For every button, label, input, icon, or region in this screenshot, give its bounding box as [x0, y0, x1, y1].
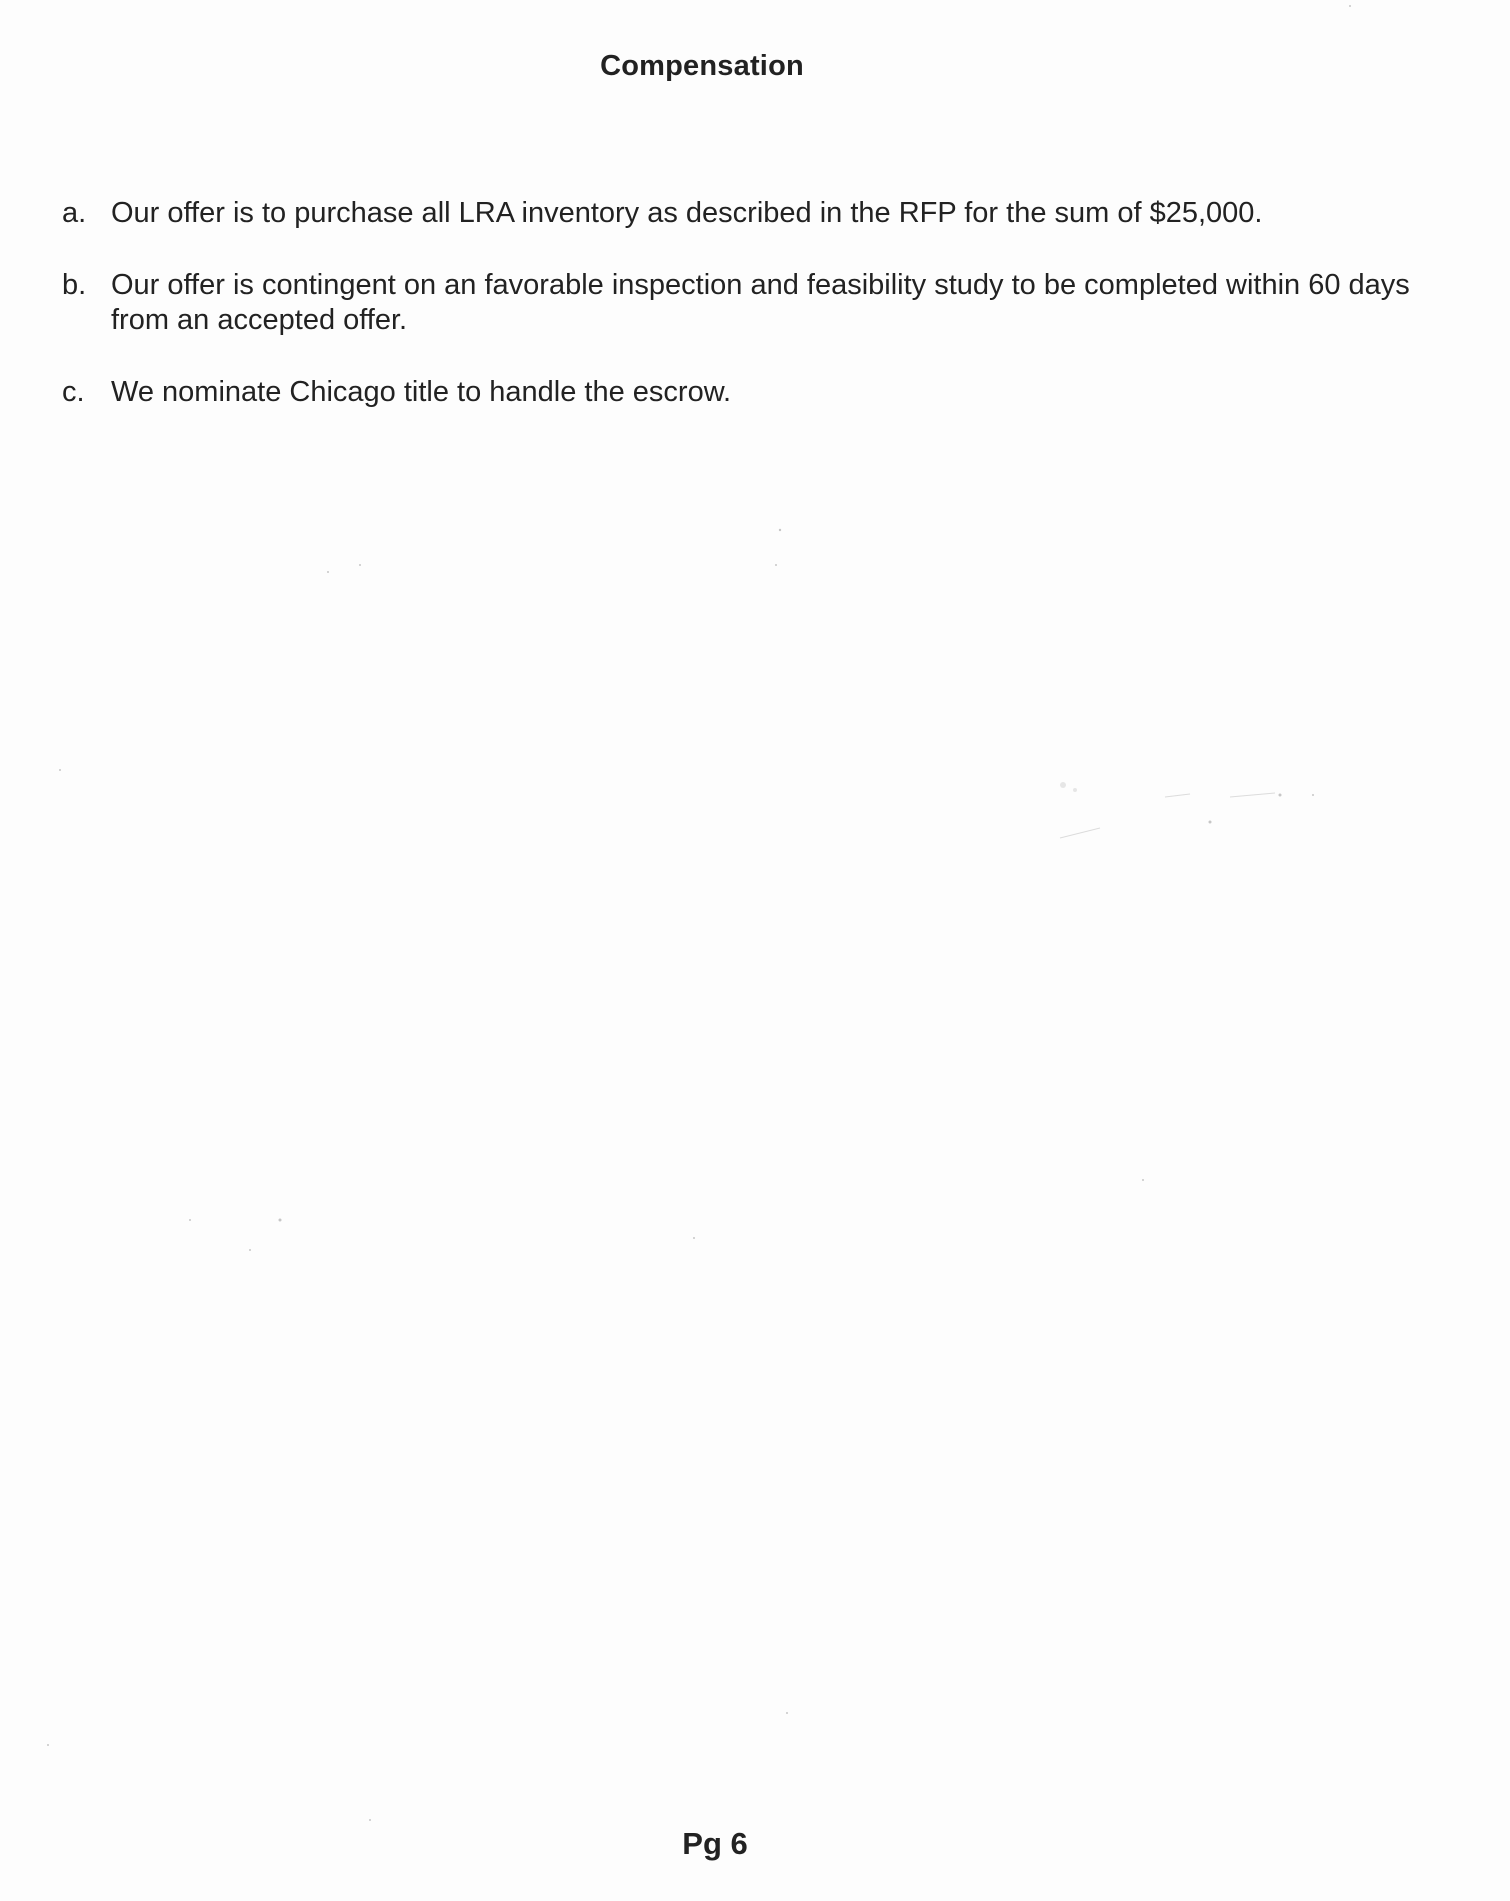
list-item-text: Our offer is to purchase all LRA inventory as described in the RFP for the sum of $25,000.	[111, 197, 1263, 229]
page-number: Pg 6	[682, 1826, 748, 1861]
list-marker: b.	[62, 269, 87, 301]
section-title: Compensation	[600, 50, 804, 82]
list-item-text: Our offer is contingent on an favorable inspection and feasibility study to be completed within 60 days from an accepted offer.	[111, 269, 1410, 336]
list-marker: a.	[62, 197, 87, 229]
list-item-text: We nominate Chicago title to handle the escrow.	[111, 376, 732, 408]
list-marker: c.	[62, 376, 85, 408]
